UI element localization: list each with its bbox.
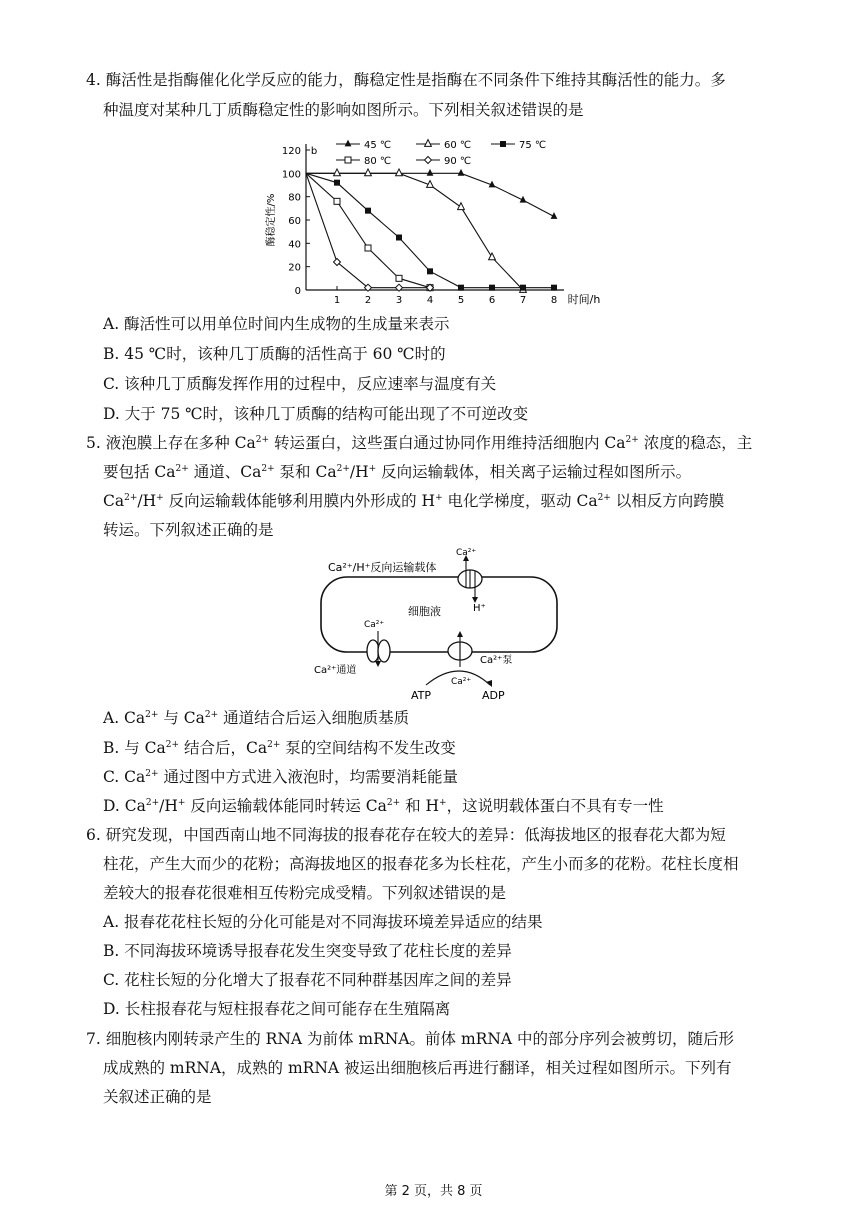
legend-marker	[425, 140, 432, 147]
series-point-0	[427, 169, 434, 176]
series-point-0	[458, 169, 465, 176]
series-point-2	[458, 285, 464, 291]
q5-stem-line2: 要包括 $Ca^{2+}$ 通道、$Ca^{2+}$ 泵和 $Ca^{2+}/H^+$ 反向运输载体，相关离子运输过程如图所示。	[103, 463, 692, 481]
series-point-1	[396, 169, 403, 176]
series-point-3	[396, 275, 402, 281]
x-tick-label: 4	[426, 295, 434, 306]
ca-channel-right	[378, 640, 390, 662]
y-tick-label: 40	[288, 239, 301, 251]
atp-label: ATP	[411, 689, 432, 702]
channel-ca-label: Ca²⁺	[364, 620, 385, 630]
series-point-1	[365, 169, 372, 176]
q6-stem-line1: 6. 研究发现，中国西南山地不同海拔的报春花存在较大的差异：低海拔地区的报春花大都为短	[86, 826, 726, 844]
x-tick-label: 5	[457, 295, 465, 306]
q5-stem-line3: $Ca^{2+}/H^+$ 反向运输载体能够利用膜内外形成的 H+ 电化学梯度，驱动 $Ca^{2+}$ 以相反方向跨膜	[103, 492, 725, 510]
q5-stem-line4: 转运。下列叙述正确的是	[103, 521, 274, 539]
q7-stem-line1: 7. 细胞核内刚转录产生的 RNA 为前体 mRNA。前体 mRNA 中的部分序列会被剪切，随后形	[86, 1030, 735, 1048]
q6-option-a: A. 报春花花柱长短的分化可能是对不同海拔环境差异适应的结果	[103, 913, 543, 931]
pump-ca-label: Ca²⁺	[451, 677, 472, 687]
y-tick-label: 20	[288, 262, 301, 274]
series-point-3	[334, 198, 340, 204]
legend-label: 45 ℃	[364, 140, 392, 151]
q5-option-a: A. $Ca^{2+}$ 与 $Ca^{2+}$ 通道结合后运入细胞质基质	[103, 709, 410, 727]
series-point-2	[365, 208, 371, 214]
panel-label: b	[310, 146, 318, 157]
enzyme-stability-chart	[258, 130, 601, 310]
vacuole-membrane-diagram	[308, 545, 598, 705]
legend-label: 75 ℃	[519, 140, 547, 151]
x-tick-label: 3	[395, 295, 403, 306]
series-point-2	[489, 285, 495, 291]
pump-label: Ca²⁺泵	[480, 655, 513, 666]
antiporter-label: Ca²⁺/H⁺反向运输载体	[328, 561, 437, 574]
series-point-2	[396, 235, 402, 241]
series-point-2	[551, 285, 557, 291]
ca-channel-left	[367, 640, 379, 662]
x-tick-label: 6	[488, 295, 496, 306]
x-tick-label: 7	[519, 295, 527, 306]
legend-marker	[345, 157, 351, 163]
y-tick-label: 80	[288, 192, 301, 204]
legend-label: 90 ℃	[444, 156, 472, 167]
legend-marker	[500, 141, 506, 147]
channel-label: Ca²⁺通道	[314, 665, 357, 676]
y-tick-label: 60	[288, 216, 301, 227]
legend-label: 60 ℃	[444, 140, 472, 151]
x-tick-label: 1	[333, 295, 341, 306]
q6-stem-line3: 差较大的报春花很难相互传粉完成受精。下列叙述错误的是	[103, 884, 507, 902]
legend-marker	[425, 157, 432, 164]
q4-stem-line2: 种温度对某种几丁质酶稳定性的影响如图所示。下列相关叙述错误的是	[103, 101, 584, 119]
series-point-3	[365, 245, 371, 251]
q4-stem-line1: 4. 酶活性是指酶催化化学反应的能力，酶稳定性是指酶在不同条件下维持其酶活性的能力。多	[86, 71, 726, 89]
legend-marker	[345, 140, 352, 147]
q5-stem-line1: 5. 液泡膜上存在多种 $Ca^{2+}$ 转运蛋白，这些蛋白通过协同作用维持活细胞内 $Ca^{2+}$ 浓度的稳态，主	[86, 434, 753, 452]
q6-option-b: B. 不同海拔环境诱导报春花发生突变导致了花柱长度的差异	[103, 942, 512, 960]
q5-option-d: D. $Ca^{2+}/H^+$ 反向运输载体能同时转运 $Ca^{2+}$ 和 H+，这说明载体蛋白不具有专一性	[103, 797, 664, 815]
y-tick-label: 100	[281, 169, 301, 181]
antiporter-ca-label: Ca²⁺	[456, 548, 477, 558]
q5-option-b: B. 与 $Ca^{2+}$ 结合后，$Ca^{2+}$ 泵的空间结构不发生改变	[103, 739, 456, 757]
series-line-3	[306, 173, 430, 287]
q4-option-b: B. 45 ℃时，该种几丁质酶的活性高于 60 ℃时的	[103, 345, 446, 363]
series-point-1	[334, 169, 341, 176]
page-footer: 第 2 页，共 8 页	[384, 1184, 483, 1199]
series-point-2	[427, 268, 433, 274]
q4-option-c: C. 该种几丁质酶发挥作用的过程中，反应速率与温度有关	[103, 375, 497, 393]
q4-option-d: D. 大于 75 ℃时，该种几丁质酶的结构可能出现了不可逆改变	[103, 405, 529, 423]
cell-sap-label: 细胞液	[408, 605, 441, 618]
y-axis-label: 酶稳定性/%	[266, 193, 277, 247]
series-point-1	[458, 203, 465, 210]
q7-stem-line3: 关叙述正确的是	[103, 1088, 212, 1106]
series-point-2	[334, 180, 340, 186]
antiporter-h-label: H⁺	[473, 603, 486, 614]
x-tick-label: 2	[364, 295, 372, 306]
q6-stem-line2: 柱花，产生大而少的花粉；高海拔地区的报春花多为长柱花，产生小而多的花粉。花柱长度相	[103, 855, 739, 873]
legend-label: 80 ℃	[364, 156, 392, 167]
series-point-2	[520, 285, 526, 291]
series-line-1	[306, 173, 523, 290]
q6-option-c: C. 花柱长短的分化增大了报春花不同种群基因库之间的差异	[103, 971, 512, 989]
adp-label: ADP	[482, 689, 505, 702]
q6-option-d: D. 长柱报春花与短柱报春花之间可能存在生殖隔离	[103, 1000, 451, 1018]
x-axis-label: 时间/h	[567, 293, 601, 306]
q5-option-c: C. $Ca^{2+}$ 通过图中方式进入液泡时，均需要消耗能量	[103, 768, 458, 786]
y-tick-label: 120	[281, 146, 301, 157]
x-tick-label: 8	[550, 295, 558, 306]
q7-stem-line2: 成成熟的 mRNA，成熟的 mRNA 被运出细胞核后再进行翻译，相关过程如图所示。下列有	[103, 1059, 732, 1077]
q4-option-a: A. 酶活性可以用单位时间内生成物的生成量来表示	[103, 315, 450, 333]
y-tick-label: 0	[294, 286, 301, 297]
